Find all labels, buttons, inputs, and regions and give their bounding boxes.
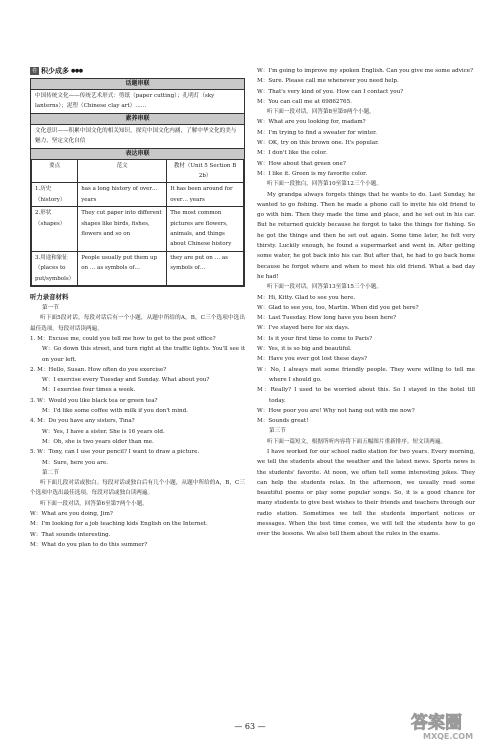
part3-text: I have worked for our school radio station for two years. Every morning, we tell the students about the weather and the latest news. Sports news is the students' favorite. At noon, we often tell some interesting jokes. They can help the students relax. In the afternoon, we usually read some beautiful poems or play some popular songs. So, it is a good chance for many students to give best wishes to their friends and teachers through our radio station. Sometimes we tell the students important notices or messages. When the test time comes, we will tell the students how to go over the lessons. We also tell them about the rules in the exams. xyxy=(257,448,475,538)
literacy-body: 文化意识——积累中国文化的相关知识，探究中国文化内涵，了解中华文化的美与魅力，坚定文化自信 xyxy=(31,125,244,149)
dialogue-line: 4. M：Do you have any sisters, Tina? xyxy=(30,418,135,425)
table-cell-text: they are put on … as symbols of… xyxy=(167,251,244,285)
dialogue-line: M：Sounds great! xyxy=(257,418,309,425)
topic-body: 中国传统文化——传统艺术形式：剪纸（paper cutting）；孔明灯（sky lanterns）；泥塑（Chinese clay art）…… xyxy=(31,90,244,114)
dialogue-line: W：How about that green one? xyxy=(257,160,346,167)
dialogue-line: M：I'm trying to find a sweater for winter. xyxy=(257,129,377,136)
dialogue-line: W：What are you doing, Jim? xyxy=(30,511,113,518)
dialogue-line: M：Hi, Kitty. Glad to see you here. xyxy=(257,294,356,301)
table-cell-text: The most common pictures are flowers, animals, and things about Chinese history xyxy=(167,207,244,252)
table-row xyxy=(32,207,244,252)
dialogue-line: W：I'm going to improve my spoken English. Can you give me some advice? xyxy=(257,68,474,74)
left-column xyxy=(30,66,245,550)
dialogue-line: 1. M：Excuse me, could you tell me how to get to the post office? xyxy=(30,335,216,342)
summary-box xyxy=(30,78,245,287)
dialogue-line: M：I'm looking for a job teaching kids English on the Internet. xyxy=(30,521,208,528)
badge-icon: 卷 xyxy=(31,68,37,74)
dialogue-line: M：I'd like some coffee with milk if you don't mind. xyxy=(42,408,188,415)
table-cell-sample: They cut paper into different shapes like birds, fishes, flowers and so on xyxy=(78,207,167,252)
badge-dots: ●●● xyxy=(71,68,83,74)
dialogue-line: W：Go down this street, and turn right at the traffic lights. You'll see it on your left. xyxy=(42,346,245,363)
dialogue-line: 3. W：Would you like black tea or green tea? xyxy=(30,397,158,404)
table-cell-point: 2.形状（shapes） xyxy=(32,207,78,252)
dialogue-line: W：Yes, I have a sister. She is 16 years old. xyxy=(42,428,165,435)
expression-table xyxy=(31,159,244,286)
dialogue-line: W：What are you looking for, madam? xyxy=(257,119,366,126)
segment-intro: 听下面一段独白，回答第10至第12三个小题。 xyxy=(267,181,382,188)
topic-title: 话题串联 xyxy=(31,79,244,90)
dialogue-line: W：I exercise every Tuesday and Sunday. What about you? xyxy=(42,377,210,384)
table-cell-point: 3.用途和象征（places to put/symbols） xyxy=(32,251,78,285)
table-header-text: 教材（Unit 5 Section B 2b） xyxy=(167,159,244,183)
dialogue-line: M：Sure, here you are. xyxy=(42,459,108,466)
table-cell-sample: has a long history of over… years xyxy=(78,183,167,207)
table-cell-point: 1.历史（history） xyxy=(32,183,78,207)
dialogue-line: M：Have you ever got lost these days? xyxy=(257,356,368,363)
dialogue-line: W：That sounds interesting. xyxy=(30,531,111,538)
part3-title: 第三节 xyxy=(269,428,286,435)
dialogue-line: M：I don't like the color. xyxy=(257,150,327,157)
dialogue-line: W：OK, try on this brown one. It's popular. xyxy=(257,140,379,147)
dialogue-line: M：I like it. Green is my favorite color. xyxy=(257,170,368,177)
monologue-text: My grandpa always forgets things that he wants to do. Last Sunday, he wanted to go fishing. Then he made a phone call to invite his old friend to go with him. Then they made the time and place, and he set out in his car. But he returned quickly because he forgot to take the things for fishing. So he got the things and then he set out again. Some time later, he felt very thirsty. Luckily enough, he found a supermarket and went in. After getting some water, he got back into his car. But after that, he had to go back home because he forgot where and when to meet his old friend. What a bad day he had! xyxy=(257,191,475,280)
dialogue-line: M：I exercise four times a week. xyxy=(42,387,136,394)
dialogue-line: 5. W：Tony, can I use your pencil? I want to draw a picture. xyxy=(30,449,200,456)
part3-intro: 听下面一篇短文，根据所听内容将下面五幅图片重新排序。短文读两遍。 xyxy=(267,438,447,445)
dialogue-line: W：That's very kind of you. How can I contact you? xyxy=(257,88,404,95)
svg-text:MXQE.COM: MXQE.COM xyxy=(423,732,474,741)
right-column xyxy=(257,66,475,540)
segment-intro: 听下面一段对话，回答第13至第15三个小题。 xyxy=(267,284,382,291)
dialogue-line: W：I've stayed here for six days. xyxy=(257,325,350,332)
part2-intro: 听下面几段对话或独白。每段对话或独白后有几个小题，从题中所给的A，B，C三个选项中选出最佳选项。每段对话或独白读两遍。 xyxy=(30,480,245,497)
dialogue-line: M：What do you plan to do this summer? xyxy=(30,541,148,548)
dialogue-line: M：Last Tuesday. How long have you been here? xyxy=(257,315,397,322)
segment-intro: 听下面一段对话，回答第8至第9两个小题。 xyxy=(267,109,375,116)
part2-title: 第二节 xyxy=(42,469,59,476)
segment-intro: 听下面一段对话，回答第6至第7两个小题。 xyxy=(40,500,148,507)
table-cell-text: It has been around for over… years xyxy=(167,183,244,207)
dialogue-line: W：How poor you are! Why not hang out with me now? xyxy=(257,407,415,414)
dialogue-line: M：Really? I used to be worried about this. So I stayed in the hotel till today. xyxy=(257,387,475,404)
part1-intro: 听下面5段对话。每段对话后有一个小题，从题中所给的A，B，C三个选项中选出最佳选项。每段对话读两遍。 xyxy=(30,315,245,332)
table-header-point: 要点 xyxy=(32,159,78,183)
dialogue-line: M：Sure. Please call me whenever you need help. xyxy=(257,78,399,85)
table-row xyxy=(32,183,244,207)
expression-title: 表达串联 xyxy=(31,149,244,159)
svg-text:答案圈: 答案圈 xyxy=(411,713,462,733)
listening-title: 听力录音材料 xyxy=(30,293,69,302)
page-number: — 63 — xyxy=(234,722,266,731)
dialogue-line: W：Glad to see you, too, Martin. When did you get here? xyxy=(257,304,419,311)
dialogue-line: 2. M：Hello, Susan. How often do you exercise? xyxy=(30,366,167,373)
badge-title: 积少成多 xyxy=(41,67,69,75)
dialogue-line: W：No, I always met some friendly people. They were willing to tell me where I should go. xyxy=(257,366,475,383)
table-header-sample: 范文 xyxy=(78,159,167,183)
table-cell-sample: People usually put them up on … as symbols of… xyxy=(78,251,167,285)
dialogue-line: W：Yes, it is so big and beautiful. xyxy=(257,346,352,353)
part1-title: 第一节 xyxy=(42,305,59,312)
dialogue-line: M：You can call me at 69862765. xyxy=(257,98,352,105)
dialogue-line: M：Oh, she is two years older than me. xyxy=(42,438,154,445)
watermark-logo xyxy=(405,708,490,742)
table-row xyxy=(32,251,244,285)
literacy-title: 素养串联 xyxy=(31,114,244,125)
dialogue-line: M：Is it your first time to come to Paris? xyxy=(257,335,373,342)
section-badge xyxy=(30,66,245,76)
